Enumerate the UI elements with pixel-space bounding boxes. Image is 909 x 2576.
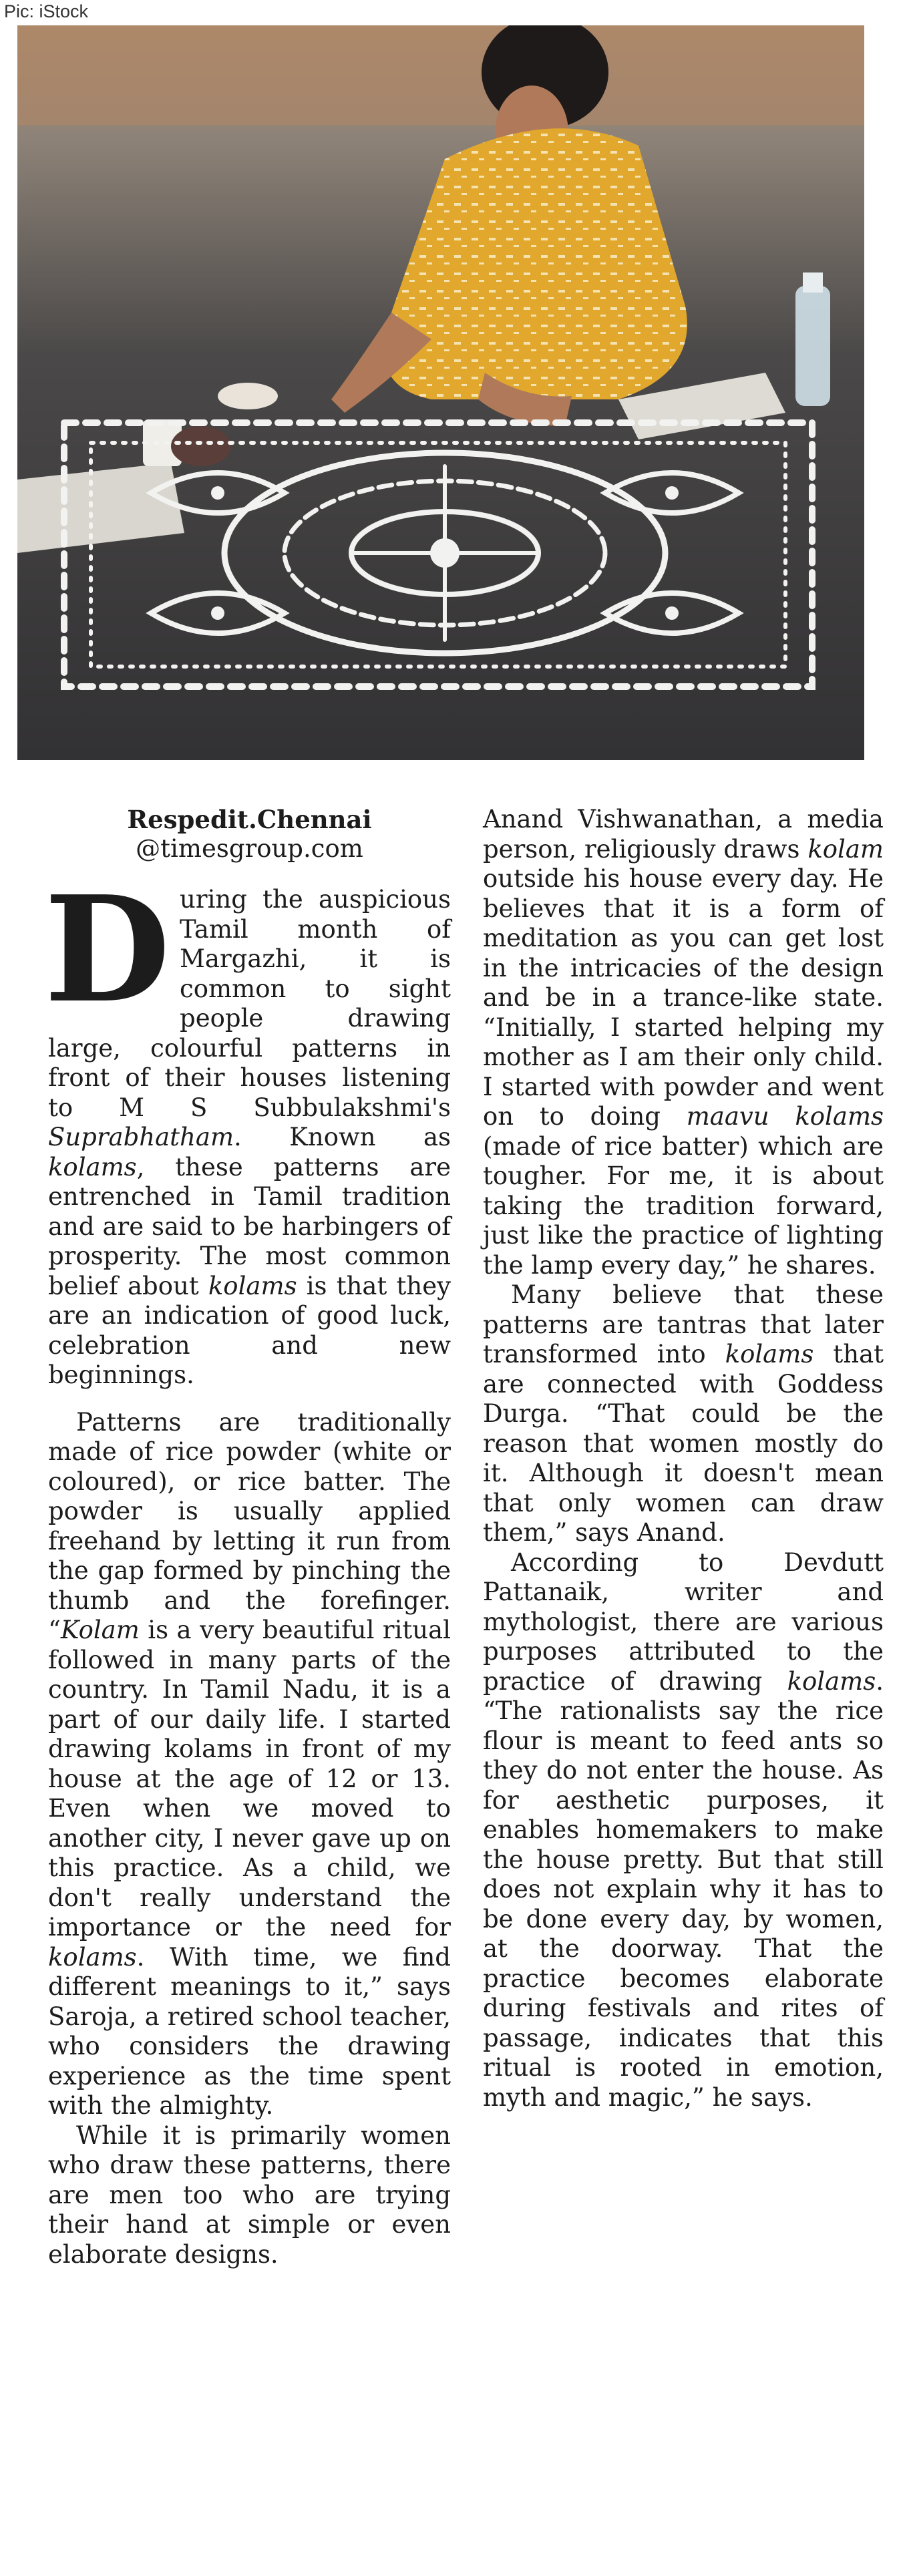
paragraph-4-text: outside his house every day. He believes that it is a form of meditation as you can get lost in the intricacies of the design and be in a trance-like state. “Initially, I started helping my mother as I am their only child. I started with powder and went on to doing	[483, 864, 884, 1131]
paragraph-4-text: Anand Vishwanathan, a media person, religiously draws	[483, 805, 884, 864]
paragraph-4-text: (made of rice batter) which are tougher. For me, it is about taking the tradition forward, just like the practice of lighting the lamp every day,” he shares.	[483, 1131, 884, 1280]
paragraph-6-text: According to Devdutt Pattanaik, writer and mythologist, there are various purposes attributed to the practice of drawing	[483, 1547, 884, 1696]
paragraph-1-text: , these patterns are entrenched in Tamil tradition and are said to be harbingers of prosperity. The most common belief about	[48, 1152, 451, 1300]
photo-credit: Pic: iStock	[4, 1, 89, 21]
kolam-photo-illustration	[17, 25, 864, 760]
drop-cap: D	[44, 864, 171, 1035]
paragraph-2	[48, 1408, 451, 2121]
paragraph-5	[483, 1280, 884, 1548]
paragraph-4-italic: maavu kolams	[686, 1102, 884, 1131]
paragraph-2-text: . With time, we find different meanings to it,” says Saroja, a retired school teacher, who considers the drawing experience as the time spent with the almighty.	[48, 1942, 451, 2120]
paragraph-5-italic: kolams	[725, 1340, 814, 1368]
paragraph-2-text: Patterns are traditionally made of rice powder (white or coloured), or rice batter. The powder is usually applied freehand by letting it run from the gap formed by pinching the thumb and the forefinger. “	[48, 1407, 451, 1644]
paragraph-5-text: Many believe that these patterns are tantras that later transformed into	[483, 1280, 884, 1368]
article-column-left	[44, 805, 451, 2269]
paragraph-1-text: uring the auspicious Tamil month of Margazhi, it is common to sight people drawing large, colourful patterns in front of their houses listening to M S Subbulakshmi's	[48, 885, 451, 1122]
paragraph-1-italic: kolams	[208, 1271, 297, 1300]
article-column-right	[483, 805, 884, 2112]
paragraph-6-italic: kolams	[787, 1666, 876, 1696]
paragraph-3: While it is primarily women who draw these patterns, there are men too who are trying their hand at simple or even elaborate designs.	[48, 2121, 451, 2269]
paragraph-1-text: is that they are an indication of good luck, celebration and new beginnings.	[48, 1271, 451, 1389]
paragraph-1-text: . Known as	[234, 1123, 451, 1151]
paragraph-2-text: is a very beautiful ritual followed in many parts of the country. In Tamil Nadu, it is a part of our daily life. I started drawing kolams in front of my house at the age of 12 or 13. Even when we moved to another city, I never gave up on this practice. As a child, we don't really understand the importance or the need for	[48, 1616, 451, 1942]
byline	[48, 805, 451, 864]
paragraph-4	[483, 805, 884, 1280]
paragraph-1	[44, 864, 451, 1391]
paragraph-2-italic: Kolam	[60, 1616, 140, 1644]
paragraph-1-italic: Suprabhatham	[48, 1123, 234, 1151]
paragraph-6-text: . “The rationalists say the rice flour is meant to feed ants so they do not enter the house. As for aesthetic purposes, it enables homemakers to make the house pretty. But that still does not explain why it has to be done every day, by women, at the doorway. That the practice becomes elaborate during festivals and rites of passage, indicates that this ritual is rooted in emotion, myth and magic,” he says.	[483, 1666, 884, 2112]
article-photo	[17, 25, 864, 760]
byline-name: Respedit.Chennai	[127, 805, 372, 834]
paragraph-6	[483, 1548, 884, 2113]
paragraph-1-italic: kolams	[48, 1152, 137, 1181]
paragraph-2-italic: kolams	[48, 1942, 137, 1972]
paragraph-4-italic: kolam	[807, 834, 884, 864]
paragraph-5-text: that are connected with Goddess Durga. “That could be the reason that women mostly do it. Although it doesn't mean that only women can draw them,” says Anand.	[483, 1340, 884, 1547]
byline-email: @timesgroup.com	[136, 834, 363, 863]
